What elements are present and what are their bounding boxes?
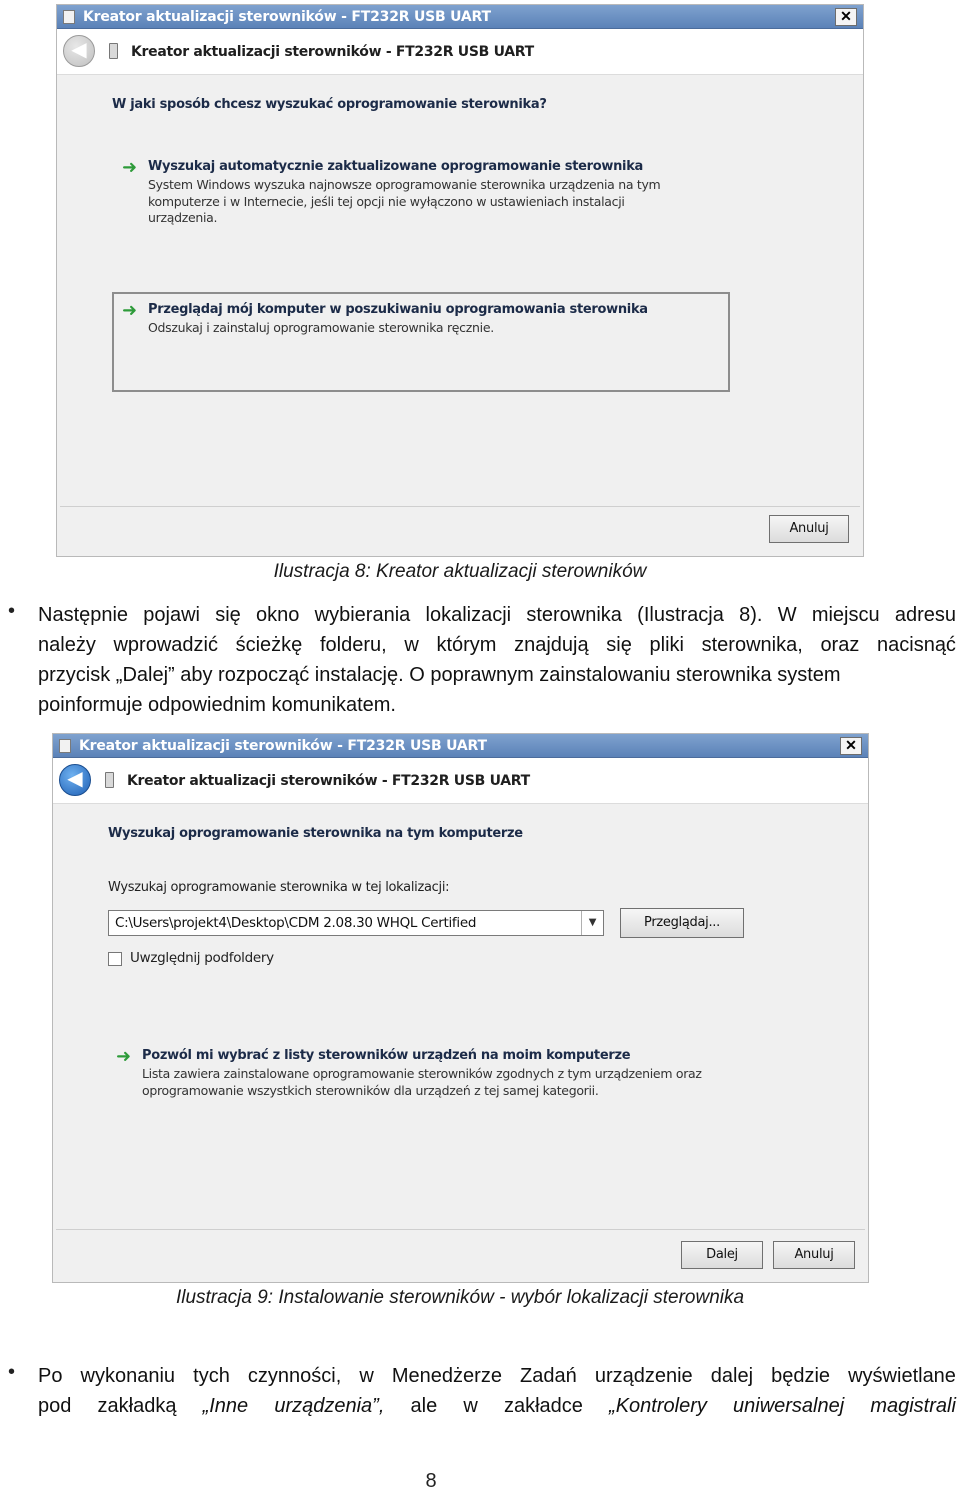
back-arrow-icon[interactable]: ◀ <box>59 764 91 796</box>
chevron-down-icon[interactable]: ▼ <box>581 911 603 935</box>
wizard-title: Kreator aktualizacji sterowników - FT232R USB UART <box>127 773 530 789</box>
figure-caption-9: Ilustracja 9: Instalowanie sterowników - wybór lokalizacji sterownika <box>175 1287 745 1308</box>
figure-caption-8: Ilustracja 8: Kreator aktualizacji sterowników <box>273 561 647 582</box>
window-titlebar <box>53 734 868 758</box>
green-arrow-icon: ➜ <box>122 300 137 321</box>
back-arrow-icon[interactable]: ◀ <box>63 35 95 67</box>
window-icon <box>63 10 75 24</box>
wizard-content <box>56 804 865 1230</box>
window-titlebar <box>57 5 863 29</box>
window-title: Kreator aktualizacji sterowników - FT232R USB UART <box>83 9 491 25</box>
next-button[interactable]: Dalej <box>681 1241 763 1269</box>
window-title: Kreator aktualizacji sterowników - FT232R USB UART <box>79 738 487 754</box>
driver-path-input[interactable] <box>108 910 604 936</box>
paragraph-driver-location <box>38 600 956 720</box>
option-title: Pozwól mi wybrać z listy sterowników urządzeń na moim komputerze <box>142 1048 631 1063</box>
desc-line: urządzenia. <box>148 210 218 225</box>
search-heading: Wyszukaj oprogramowanie sterownika na tym komputerze <box>108 826 523 841</box>
window-icon <box>59 739 71 753</box>
page-number: 8 <box>425 1470 437 1492</box>
paragraph-line: przycisk „Dalej” aby rozpocząć instalację. O poprawnym zainstalowaniu sterownika system <box>38 664 841 686</box>
paragraph-line: należy wprowadzić ścieżkę folderu, w którym znajdują się pliki sterownika, oraz nacisnąć <box>38 634 956 656</box>
green-arrow-icon: ➜ <box>122 157 137 178</box>
paragraph-line: Po wykonaniu tych czynności, w Menedżerze Zadań urządzenie dalej będzie wyświetlane <box>38 1365 956 1387</box>
wizard-header <box>57 29 863 75</box>
browse-button[interactable]: Przeglądaj... <box>620 908 744 938</box>
bullet-marker: • <box>8 600 16 622</box>
include-subfolders-label: Uwzględnij podfoldery <box>130 950 274 966</box>
green-arrow-icon: ➜ <box>116 1046 131 1067</box>
paragraph-device-manager <box>38 1361 956 1421</box>
driver-update-wizard-screenshot-2 <box>52 733 869 1283</box>
driver-update-wizard-screenshot-1 <box>56 4 864 557</box>
desc-line: oprogramowanie wszystkich sterowników dla urządzeń z tej samej kategorii. <box>142 1082 599 1098</box>
search-question: W jaki sposób chcesz wyszukać oprogramowanie sterownika? <box>112 97 547 112</box>
wizard-header <box>53 758 868 804</box>
close-button[interactable]: ✕ <box>840 737 862 755</box>
paragraph-line: Następnie pojawi się okno wybierania lokalizacji sterownika (Ilustracja 8). W miejscu adresu <box>38 604 956 626</box>
location-label: Wyszukaj oprogramowanie sterownika w tej lokalizacji: <box>108 880 450 895</box>
paragraph-line: pod zakładką „Inne urządzenia”, ale w zakładce „Kontrolery uniwersalnej magistrali <box>38 1395 956 1417</box>
usb-device-icon <box>109 43 118 59</box>
pick-from-list-option[interactable] <box>116 1048 836 1108</box>
cancel-button[interactable]: Anuluj <box>769 515 849 543</box>
bullet-marker: • <box>8 1361 16 1383</box>
option-description: Odszukaj i zainstaluj oprogramowanie sterownika ręcznie. <box>148 320 494 335</box>
browse-computer-option[interactable] <box>112 292 730 392</box>
cancel-button[interactable]: Anuluj <box>773 1241 855 1269</box>
wizard-title: Kreator aktualizacji sterowników - FT232R USB UART <box>131 44 534 60</box>
usb-device-icon <box>105 772 114 788</box>
desc-line: komputerze i w Internecie, jeśli tej opcji nie wyłączono w ustawieniach instalacji <box>148 193 625 209</box>
path-value: C:\Users\projekt4\Desktop\CDM 2.08.30 WHQL Certified <box>115 915 477 931</box>
option-description <box>142 1066 702 1099</box>
include-subfolders-checkbox[interactable] <box>108 952 122 966</box>
desc-line: System Windows wyszuka najnowsze oprogramowanie sterownika urządzenia na tym <box>148 177 661 192</box>
option-description <box>148 177 660 227</box>
option-title: Wyszukaj automatycznie zaktualizowane oprogramowanie sterownika <box>148 159 644 174</box>
desc-line: Lista zawiera zainstalowane oprogramowanie sterowników zgodnych z tym urządzeniem oraz <box>142 1066 702 1081</box>
close-button[interactable]: ✕ <box>835 8 857 26</box>
wizard-content <box>60 75 860 507</box>
option-title: Przeglądaj mój komputer w poszukiwaniu oprogramowania sterownika <box>148 302 648 317</box>
auto-search-option[interactable] <box>122 159 842 229</box>
paragraph-line: poinformuje odpowiednim komunikatem. <box>38 694 396 716</box>
